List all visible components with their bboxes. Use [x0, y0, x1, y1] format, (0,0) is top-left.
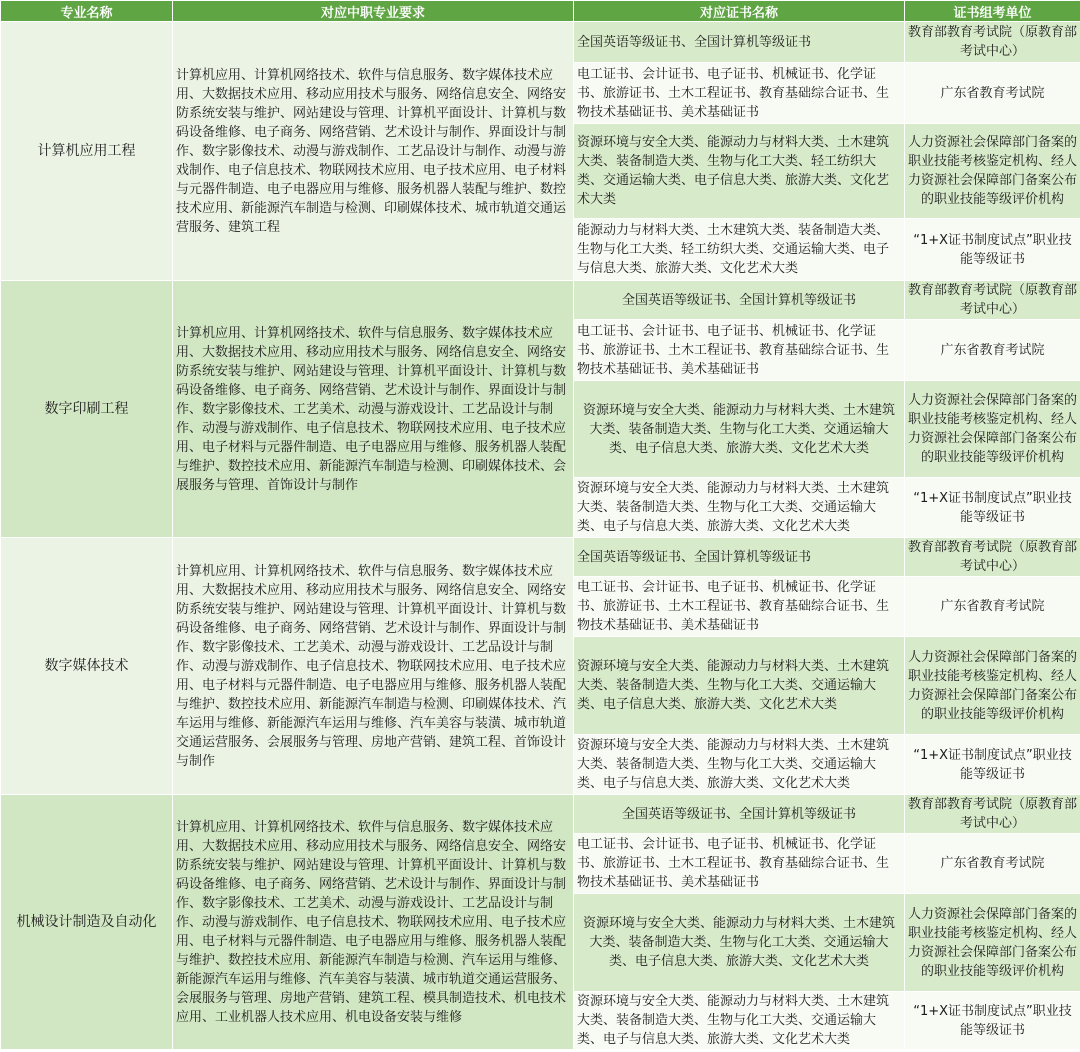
- certificate-cell: 资源环境与安全大类、能源动力与材料大类、土木建筑大类、装备制造大类、生物与化工大类、交通运输大类、电子信息大类、旅游大类、文化艺术大类: [574, 637, 905, 735]
- major-name: 数字媒体技术: [1, 538, 173, 795]
- exam-unit-cell: 教育部教育考试院（原教育部考试中心）: [905, 281, 1080, 320]
- table-body: [1, 22, 1080, 1050]
- certificate-cell: 全国英语等级证书、全国计算机等级证书: [574, 281, 905, 320]
- exam-unit-cell: “1+X证书制度试点”职业技能等级证书: [905, 992, 1080, 1050]
- header-certificate: 对应证书名称: [574, 1, 905, 22]
- certificate-cell: 资源环境与安全大类、能源动力与材料大类、土木建筑大类、装备制造大类、生物与化工大类、交通运输大类、电子与信息大类、旅游大类、文化艺术大类: [574, 992, 905, 1050]
- requirements-cell: 计算机应用、计算机网络技术、软件与信息服务、数字媒体技术应用、大数据技术应用、移动应用技术与服务、网络信息安全、网络安防系统安装与维护、网站建设与管理、计算机平面设计、计算机与数码设备维修、电子商务、网络营销、艺术设计与制作、界面设计与制作、数字影像技术、工艺美术、动漫与游戏设计、工艺品设计与制作、动漫与游戏制作、电子信息技术、物联网技术应用、电子技术应用、电子材料与元器件制造、电子电器应用与维修、服务机器人装配与维护、数控技术应用、新能源汽车制造与检测、印刷媒体技术、汽车运用与维修、新能源汽车运用与维修、汽车美容与装潢、城市轨道交通运营服务、会展服务与管理、房地产营销、建筑工程、首饰设计与制作: [173, 538, 574, 795]
- exam-unit-cell: 广东省教育考试院: [905, 577, 1080, 637]
- exam-unit-cell: 广东省教育考试院: [905, 63, 1080, 124]
- exam-unit-cell: “1+X证书制度试点”职业技能等级证书: [905, 219, 1080, 281]
- exam-unit-cell: 广东省教育考试院: [905, 834, 1080, 894]
- requirements-cell: 计算机应用、计算机网络技术、软件与信息服务、数字媒体技术应用、大数据技术应用、移动应用技术与服务、网络信息安全、网络安防系统安装与维护、网站建设与管理、计算机平面设计、计算机与数码设备维修、电子商务、网络营销、艺术设计与制作、界面设计与制作、数字影像技术、工艺美术、动漫与游戏设计、工艺品设计与制作、动漫与游戏制作、电子信息技术、物联网技术应用、电子技术应用、电子材料与元器件制造、电子电器应用与维修、服务机器人装配与维护、数控技术应用、新能源汽车制造与检测、印刷媒体技术、会展服务与管理、首饰设计与制作: [173, 281, 574, 538]
- exam-unit-cell: 人力资源社会保障部门备案的职业技能考核鉴定机构、经人力资源社会保障部门备案公布的职业技能等级评价机构: [905, 894, 1080, 992]
- certificate-cell: 电工证书、会计证书、电子证书、机械证书、化学证书、旅游证书、土木工程证书、教育基础综合证书、生物技术基础证书、美术基础证书: [574, 834, 905, 894]
- header-exam-unit: 证书组考单位: [905, 1, 1080, 22]
- certificate-cell: 电工证书、会计证书、电子证书、机械证书、化学证书、旅游证书、土木工程证书、教育基础综合证书、生物技术基础证书、美术基础证书: [574, 577, 905, 637]
- table-row: [1, 281, 1080, 320]
- major-name: 机械设计制造及自动化: [1, 795, 173, 1050]
- certificate-cell: 资源环境与安全大类、能源动力与材料大类、土木建筑大类、装备制造大类、生物与化工大类、交通运输大类、电子信息大类、旅游大类、文化艺术大类: [574, 381, 905, 478]
- certificate-cell: 资源环境与安全大类、能源动力与材料大类、土木建筑大类、装备制造大类、生物与化工大类、交通运输大类、电子与信息大类、旅游大类、文化艺术大类: [574, 735, 905, 795]
- requirements-cell: 计算机应用、计算机网络技术、软件与信息服务、数字媒体技术应用、大数据技术应用、移动应用技术与服务、网络信息安全、网络安防系统安装与维护、网站建设与管理、计算机平面设计、计算机与数码设备维修、电子商务、网络营销、艺术设计与制作、界面设计与制作、数字影像技术、工艺美术、动漫与游戏设计、工艺品设计与制作、动漫与游戏制作、电子信息技术、物联网技术应用、电子技术应用、电子材料与元器件制造、电子电器应用与维修、服务机器人装配与维护、数控技术应用、新能源汽车制造与检测、汽车运用与维修、新能源汽车运用与维修、汽车美容与装潢、城市轨道交通运营服务、会展服务与管理、房地产营销、建筑工程、模具制造技术、机电技术应用、工业机器人技术应用、机电设备安装与维修: [173, 795, 574, 1050]
- exam-unit-cell: “1+X证书制度试点”职业技能等级证书: [905, 735, 1080, 795]
- certificate-cell: 全国英语等级证书、全国计算机等级证书: [574, 538, 905, 577]
- exam-unit-cell: 广东省教育考试院: [905, 320, 1080, 381]
- table-header: [1, 1, 1080, 22]
- exam-unit-cell: 教育部教育考试院（原教育部考试中心）: [905, 538, 1080, 577]
- major-name: 数字印刷工程: [1, 281, 173, 538]
- header-requirements: 对应中职专业要求: [173, 1, 574, 22]
- requirements-cell: 计算机应用、计算机网络技术、软件与信息服务、数字媒体技术应用、大数据技术应用、移动应用技术与服务、网络信息安全、网络安防系统安装与维护、网站建设与管理、计算机平面设计、计算机与数码设备维修、电子商务、网络营销、艺术设计与制作、界面设计与制作、数字影像技术、动漫与游戏制作、工艺品设计与制作、动漫与游戏制作、电子信息技术、物联网技术应用、电子技术应用、电子材料与元器件制造、电子电器应用与维修、服务机器人装配与维护、数控技术应用、新能源汽车制造与检测、印刷媒体技术、城市轨道交通运营服务、建筑工程: [173, 22, 574, 281]
- certificate-cell: 全国英语等级证书、全国计算机等级证书: [574, 22, 905, 63]
- certificate-cell: 电工证书、会计证书、电子证书、机械证书、化学证书、旅游证书、土木工程证书、教育基础综合证书、生物技术基础证书、美术基础证书: [574, 63, 905, 124]
- certificate-cell: 能源动力与材料大类、土木建筑大类、装备制造大类、生物与化工大类、轻工纺织大类、交通运输大类、电子与信息大类、旅游大类、文化艺术大类: [574, 219, 905, 281]
- certificate-cell: 资源环境与安全大类、能源动力与材料大类、土木建筑大类、装备制造大类、生物与化工大类、轻工纺织大类、交通运输大类、电子信息大类、旅游大类、文化艺术大类: [574, 124, 905, 219]
- exam-unit-cell: 人力资源社会保障部门备案的职业技能考核鉴定机构、经人力资源社会保障部门备案公布的职业技能等级评价机构: [905, 637, 1080, 735]
- certificate-cell: 资源环境与安全大类、能源动力与材料大类、土木建筑大类、装备制造大类、生物与化工大类、交通运输大类、电子与信息大类、旅游大类、文化艺术大类: [574, 478, 905, 538]
- table-row: [1, 538, 1080, 577]
- certificate-cell: 电工证书、会计证书、电子证书、机械证书、化学证书、旅游证书、土木工程证书、教育基础综合证书、生物技术基础证书、美术基础证书: [574, 320, 905, 381]
- table-row: [1, 795, 1080, 834]
- exam-unit-cell: 人力资源社会保障部门备案的职业技能考核鉴定机构、经人力资源社会保障部门备案公布的职业技能等级评价机构: [905, 124, 1080, 219]
- exam-unit-cell: 人力资源社会保障部门备案的职业技能考核鉴定机构、经人力资源社会保障部门备案公布的职业技能等级评价机构: [905, 381, 1080, 478]
- certificate-cell: 全国英语等级证书、全国计算机等级证书: [574, 795, 905, 834]
- certificate-cell: 资源环境与安全大类、能源动力与材料大类、土木建筑大类、装备制造大类、生物与化工大类、交通运输大类、电子信息大类、旅游大类、文化艺术大类: [574, 894, 905, 992]
- exam-unit-cell: 教育部教育考试院（原教育部考试中心）: [905, 22, 1080, 63]
- major-name: 计算机应用工程: [1, 22, 173, 281]
- table-row: [1, 22, 1080, 63]
- header-major: 专业名称: [1, 1, 173, 22]
- exam-unit-cell: 教育部教育考试院（原教育部考试中心）: [905, 795, 1080, 834]
- exam-unit-cell: “1+X证书制度试点”职业技能等级证书: [905, 478, 1080, 538]
